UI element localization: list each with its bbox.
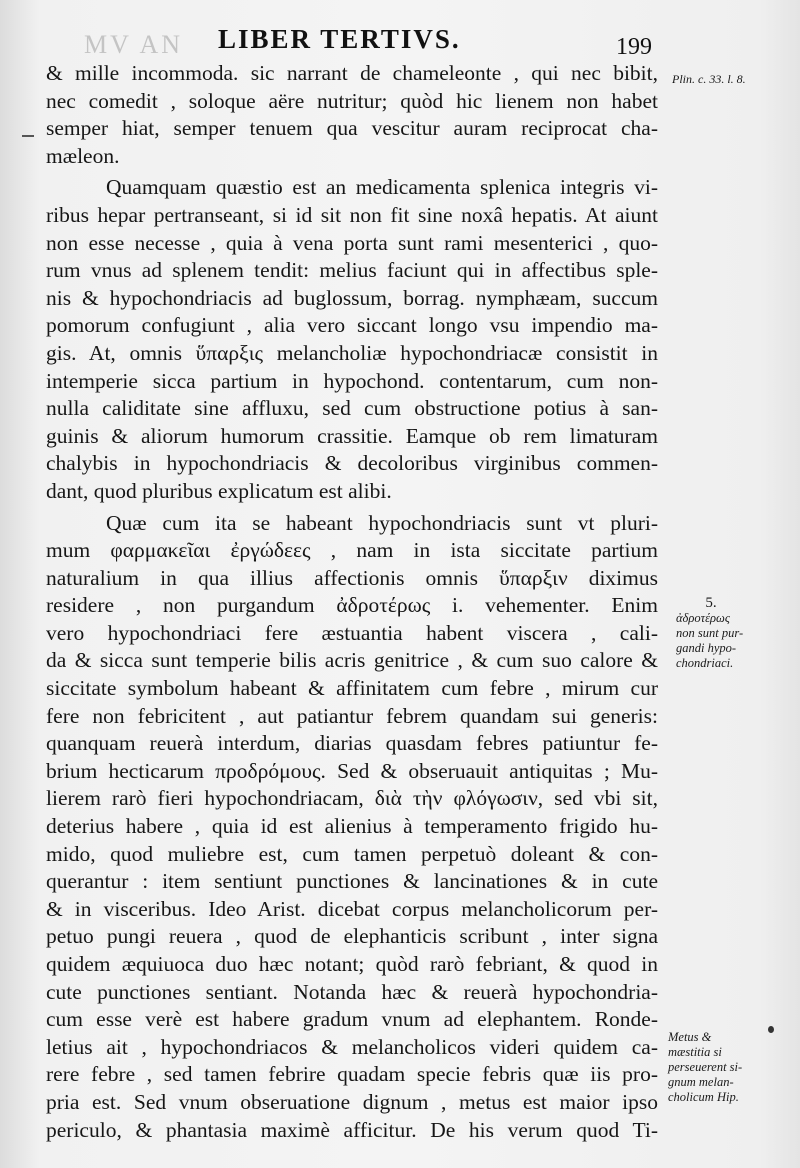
text-line: nulla caliditate sine affluxu, sed cum obstructione potius à san- xyxy=(46,396,658,421)
margin-note-pliny-text: Plin. c. 33. l. 8. xyxy=(672,72,746,86)
ink-spot xyxy=(768,1026,774,1033)
text-line: lierem rarò fieri hypochondriacam, διὰ τὴν φλόγωσιν, sed vbi sit, xyxy=(46,786,658,811)
page-number: 199 xyxy=(616,34,652,60)
margin-note-line: Metus & xyxy=(668,1030,712,1044)
text-line: dant, quod pluribus explicatum est alibi. xyxy=(46,478,392,503)
text-line: ribus hepar pertranseant, si id sit non fit sine noxâ hepatis. At aiunt xyxy=(46,202,658,227)
text-line: cute punctiones sentiant. Notanda hæc & reuerà hypochondria- xyxy=(46,979,658,1004)
margin-note-line: mæstitia si xyxy=(668,1045,722,1059)
margin-note-number: 5. xyxy=(705,595,717,611)
text-line: petuo pungi reuera , quod de elephanticis scribunt , inter signa xyxy=(46,924,658,949)
text-line: naturalium in qua illius affectionis omnis ὕπαρξιν diximus xyxy=(46,565,658,590)
text-line: nec comedit , soloque aëre nutritur; quòd hic lienem non habet xyxy=(46,88,658,113)
margin-note-pliny xyxy=(672,72,792,87)
text-line: letius ait , hypochondriacos & melancholicos videri quidem ca- xyxy=(46,1034,658,1059)
margin-note-line: gandi hypo- xyxy=(676,641,737,655)
margin-note-line: ἀδροτέρως xyxy=(676,611,730,625)
text-line: mum φαρμακεῖαι ἐργώδεες , nam in ista siccitate partium xyxy=(46,538,658,563)
margin-note-line: chondriaci. xyxy=(676,656,734,670)
margin-note-purgandi xyxy=(676,596,786,671)
text-line: residere , non purgandum ἀδροτέρως i. vehementer. Enim xyxy=(46,593,658,618)
text-line: non esse necesse , quia à vena porta sunt rami mesenterici , quo- xyxy=(46,230,658,255)
text-line: brium hecticarum προδρόμους. Sed & obseruauit antiquitas ; Mu- xyxy=(46,758,658,783)
main-text-block xyxy=(46,60,658,1144)
margin-note-line: cholicum Hip. xyxy=(668,1090,739,1104)
page-header xyxy=(0,22,800,62)
text-line: rere febre , sed tamen febrire quadam specie febris quæ iis pro- xyxy=(46,1062,658,1087)
text-line: mæleon. xyxy=(46,143,120,168)
text-line: querantur : item sentiunt punctiones & lancinationes & in cute xyxy=(46,869,658,894)
bleed-through-text: MV AN xyxy=(84,30,184,59)
margin-note-metus xyxy=(668,1030,778,1105)
text-line: intemperie sicca partium in hypochond. contentarum, cum non- xyxy=(46,368,658,393)
text-line: Quamquam quæstio est an medicamenta splenica integris vi- xyxy=(106,175,658,200)
text-line: quidem æquiuoca duo hæc notant; quòd rarò febriant, & quod in xyxy=(46,952,658,976)
text-line: chalybis in hypochondriacis & decoloribus virginibus commen- xyxy=(46,451,658,476)
text-line: rum vnus ad splenem tendit: melius faciunt qui in affectibus sple- xyxy=(46,258,658,283)
text-line: deterius habere , quia id est alienius à temperamento frigido hu- xyxy=(46,814,658,839)
text-line: cum esse verè est habere gradum vnum ad elephantem. Ronde- xyxy=(46,1007,658,1032)
text-line: nis & hypochondriacis ad buglossum, borrag. nymphæam, succum xyxy=(46,285,658,310)
text-line: guinis & aliorum humorum crassitie. Eamque ob rem limaturam xyxy=(46,423,658,448)
text-line: semper hiat, semper tenuem qua vescitur auram reciprocat cha- xyxy=(46,116,658,141)
text-line: da & sicca sunt temperie bilis acris genitrice , & cum suo calore & xyxy=(46,648,658,673)
text-line: pria est. Sed vnum obseruatione dignum , metus est maior ipso xyxy=(46,1089,658,1114)
margin-note-line: perseuerent si- xyxy=(668,1060,743,1074)
text-line: siccitate symbolum habeant & affinitatem cum febre , mirum cur xyxy=(46,676,658,701)
text-line: vero hypochondriaci fere æstuantia habent viscera , cali- xyxy=(46,620,658,645)
text-line: periculo, & phantasia maximè afficitur. De his verum quod Ti- xyxy=(46,1117,658,1142)
text-line: mido, quod muliebre est, cum tamen perpetuò doleant & con- xyxy=(46,841,658,866)
margin-note-line: non sunt pur- xyxy=(676,626,744,640)
margin-dash-mark xyxy=(22,135,34,137)
text-line: & in visceribus. Ideo Arist. dicebat corpus melancholicorum per- xyxy=(46,896,658,921)
text-line: fere non febricitent , aut patiantur febrem quandam sui generis: xyxy=(46,703,658,728)
running-title: LIBER TERTIVS. xyxy=(218,24,461,54)
text-line: quanquam reuerà interdum, diarias quasdam febres patiuntur fe- xyxy=(46,731,658,756)
margin-note-line: gnum melan- xyxy=(668,1075,734,1089)
text-line: gis. At, omnis ὕπαρξις melancholiæ hypochondriacæ consistit in xyxy=(46,340,658,365)
text-line: pomorum confugiunt , alia vero siccant longo vsu impendio ma- xyxy=(46,313,658,338)
text-line: & mille incommoda. sic narrant de chameleonte , qui nec bibit, xyxy=(46,61,658,85)
text-line: Quæ cum ita se habeant hypochondriacis sunt vt pluri- xyxy=(106,510,658,535)
